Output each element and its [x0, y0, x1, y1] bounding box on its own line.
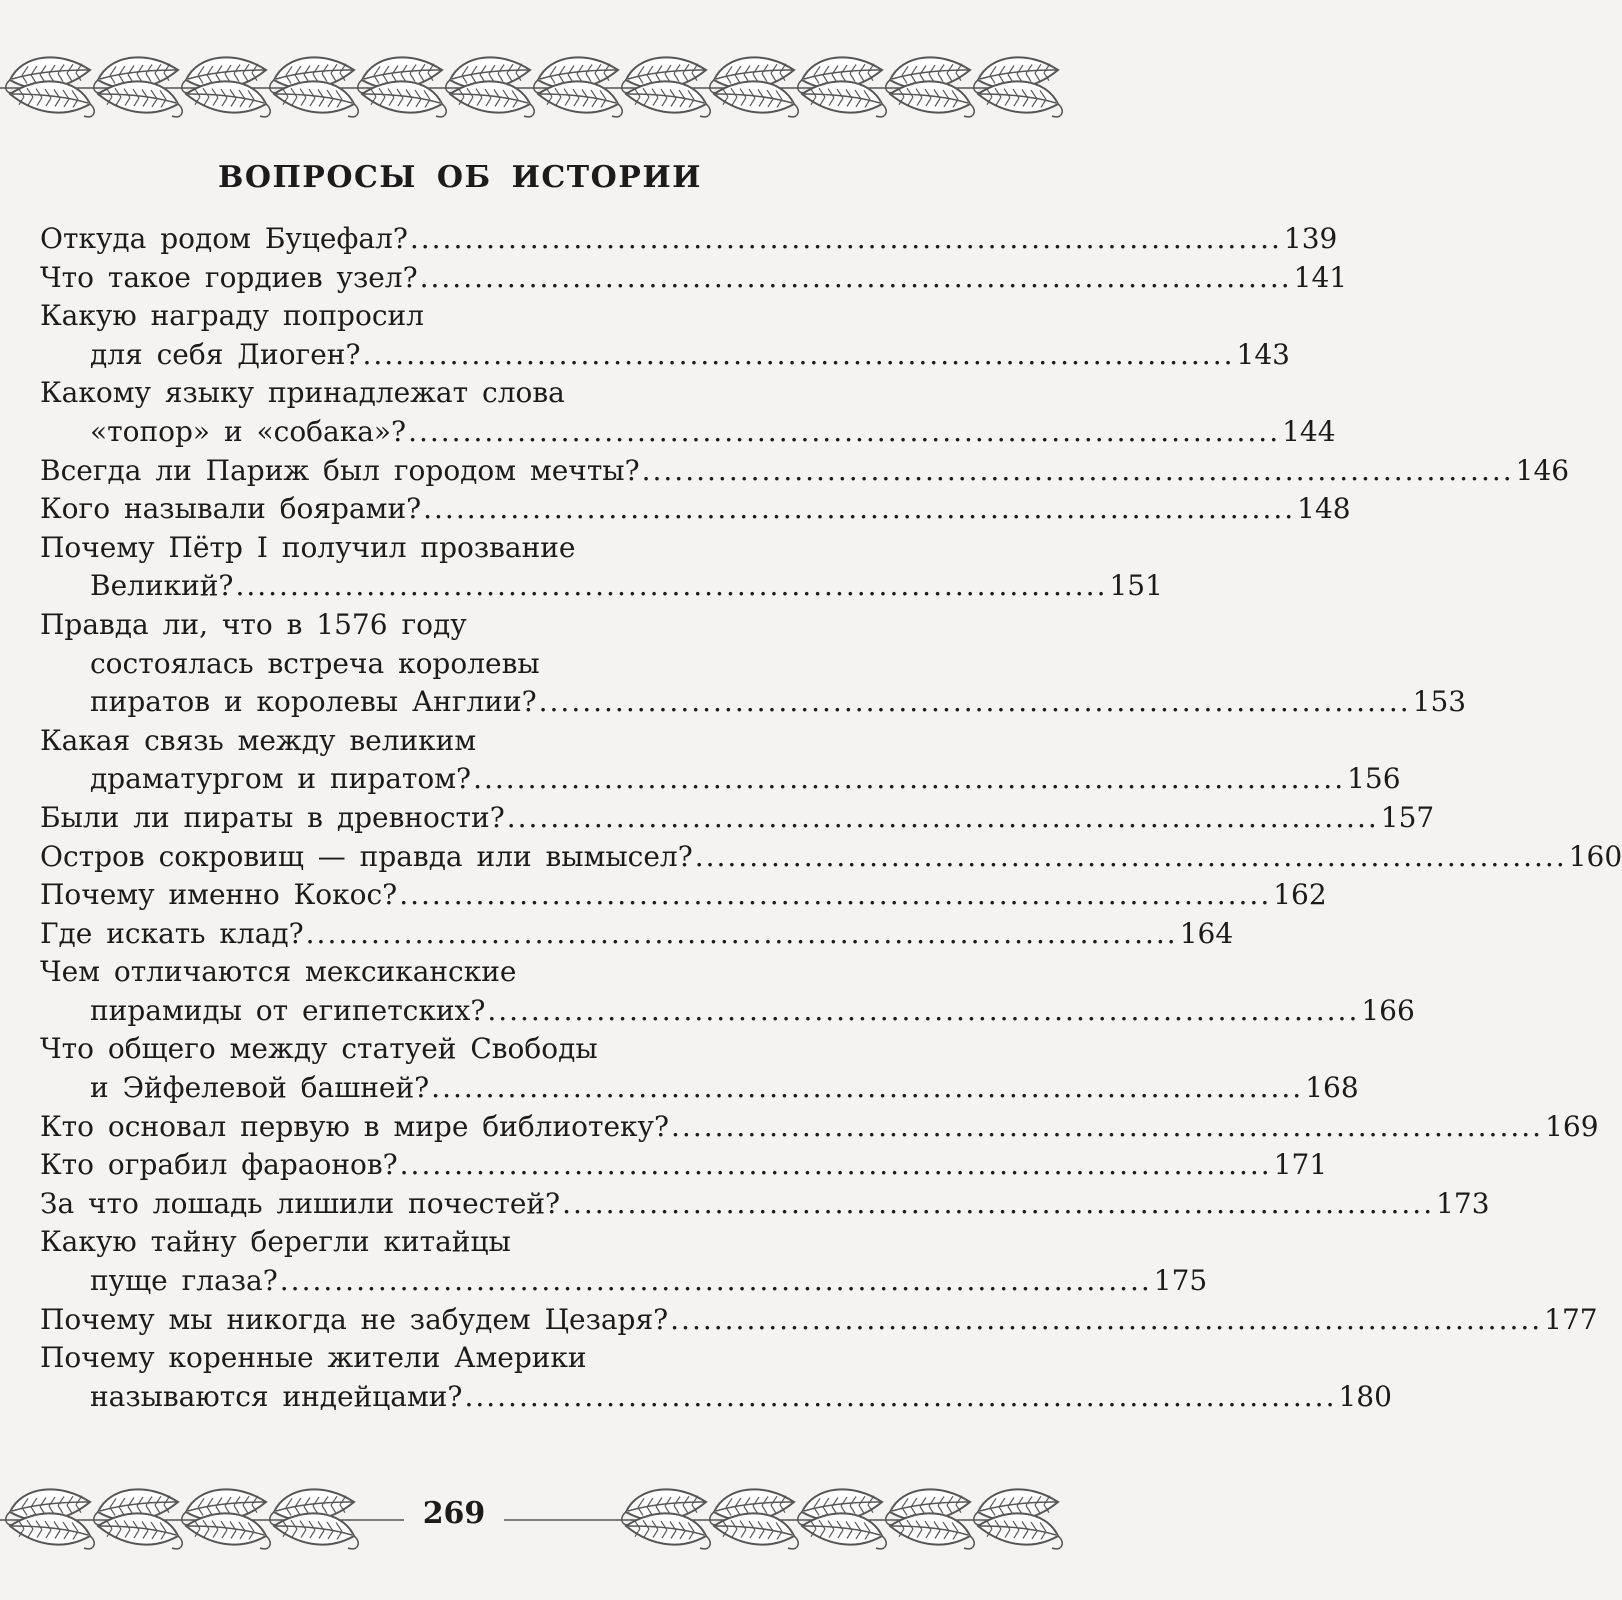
leaf-ornament-icon	[802, 1513, 886, 1549]
toc-page-number: 148	[1297, 492, 1351, 526]
leaf-ornament-icon	[714, 81, 798, 117]
dot-leader: ................................................................................	[399, 1148, 1272, 1182]
toc-entry-final-line	[40, 220, 1338, 259]
toc-entry	[40, 606, 1467, 722]
toc-entry-line	[40, 645, 880, 684]
toc-entry-line	[40, 606, 880, 645]
toc-page-number: 162	[1273, 878, 1327, 912]
toc-entry-title: Где искать клад?	[40, 916, 304, 950]
toc-entry-final-line	[40, 567, 1163, 606]
toc-entry-title: Кто основал первую в мире библиотеку?	[40, 1109, 670, 1143]
toc-entry-title: «топор» и «собака»?	[90, 414, 407, 448]
toc-entry	[40, 1223, 1208, 1300]
dot-leader: ................................................................................	[423, 492, 1296, 526]
dot-leader: ................................................................................	[538, 685, 1411, 719]
toc-entry-title: Какую награду попросил	[40, 299, 424, 333]
toc-entry-final-line	[40, 413, 1336, 452]
toc-entry	[40, 1146, 1328, 1185]
dot-leader: ................................................................................	[419, 260, 1292, 294]
leaf-ornament-icon	[626, 81, 710, 117]
toc-entry-final-line	[40, 259, 1348, 298]
leaf-ornament-icon	[538, 81, 622, 117]
toc-entry-title: и Эйфелевой башней?	[90, 1071, 430, 1105]
leaf-ornament-icon	[890, 81, 974, 117]
leaf-ornament-icon	[978, 81, 1062, 117]
toc-page-number: 180	[1338, 1379, 1392, 1413]
toc-entry-title: Были ли пираты в древности?	[40, 800, 505, 834]
dot-leader: ................................................................................	[670, 1302, 1543, 1336]
toc-entry-title: Остров сокровищ — правда или вымысел?	[40, 839, 693, 873]
toc-entry-title: пиратов и королевы Англии?	[90, 685, 537, 719]
toc-entry-final-line	[40, 876, 1327, 915]
toc-entry	[40, 838, 1622, 877]
toc-entry-line	[40, 374, 880, 413]
dot-leader: ................................................................................	[506, 800, 1379, 834]
toc-entry-line	[40, 1339, 880, 1378]
toc-entry-title: Что такое гордиев узел?	[40, 260, 418, 294]
toc-entry-final-line	[40, 799, 1435, 838]
toc-entry	[40, 1108, 1599, 1147]
toc-entry	[40, 297, 1290, 374]
leaf-ornament-icon	[802, 81, 886, 117]
dot-leader: ................................................................................	[671, 1109, 1544, 1143]
toc-entry	[40, 452, 1570, 491]
toc-entry-title: пуще глаза?	[90, 1264, 278, 1298]
toc-entry-title: Кто ограбил фараонов?	[40, 1148, 398, 1182]
toc-entry-final-line	[40, 1069, 1359, 1108]
toc-page-number: 157	[1380, 800, 1435, 834]
toc-entry-line	[40, 529, 880, 568]
toc-entry-title: Почему коренные жители Америки	[40, 1341, 587, 1375]
toc-entry-title: называются индейцами?	[90, 1379, 463, 1413]
toc-entry-title: для себя Диоген?	[90, 337, 361, 371]
toc-entry	[40, 1301, 1598, 1340]
toc-entry-final-line	[40, 1378, 1392, 1417]
toc-entry-title: Почему именно Кокос?	[40, 878, 398, 912]
toc-entry-line	[40, 1223, 880, 1262]
toc-entry	[40, 915, 1234, 954]
toc-entry-title: Почему мы никогда не забудем Цезаря?	[40, 1302, 669, 1336]
toc-entry	[40, 1185, 1490, 1224]
leaf-ornament-icon	[98, 1513, 182, 1549]
toc-page-number: 160	[1568, 839, 1622, 873]
leaf-ornament-icon	[274, 81, 358, 117]
dot-leader: ................................................................................	[487, 993, 1360, 1027]
toc-page-number: 156	[1347, 762, 1401, 796]
toc-entry-line	[40, 953, 880, 992]
toc-page-number: 171	[1273, 1148, 1328, 1182]
dot-leader: ................................................................................	[694, 839, 1567, 873]
toc-page-number: 164	[1179, 916, 1234, 950]
leaf-ornament-icon	[626, 1513, 710, 1549]
dot-leader: ................................................................................	[431, 1071, 1304, 1105]
toc-entry-title: состоялась встреча королевы	[90, 646, 540, 680]
leaf-ornament-icon	[890, 1513, 974, 1549]
toc-entry-title: За что лошадь лишили почестей?	[40, 1186, 561, 1220]
toc-entry	[40, 220, 1338, 259]
dot-leader: ................................................................................	[409, 222, 1282, 255]
section-heading: ВОПРОСЫ ОБ ИСТОРИИ	[217, 160, 703, 195]
dot-leader: ................................................................................	[562, 1186, 1435, 1220]
toc-page-number: 153	[1412, 685, 1467, 719]
toc-entry-final-line	[40, 336, 1290, 375]
toc-entry-line	[40, 1030, 880, 1069]
leaf-ornament-icon	[10, 81, 94, 117]
toc-entry-title: Какая связь между великим	[40, 723, 477, 757]
toc-entry-final-line	[40, 760, 1401, 799]
toc-entry-title: Почему Пётр I получил прозвание	[40, 530, 576, 564]
toc-page-number: 168	[1305, 1071, 1359, 1105]
toc-page-number: 144	[1282, 414, 1336, 448]
toc-entry	[40, 529, 1163, 606]
dot-leader: ................................................................................	[641, 453, 1514, 487]
toc-entry-title: Какому языку принадлежат слова	[40, 376, 565, 410]
leaf-ornament-icon	[186, 81, 270, 117]
toc-entry-final-line	[40, 1301, 1598, 1340]
toc-page-number: 151	[1109, 569, 1163, 603]
toc-entry-final-line	[40, 1108, 1599, 1147]
toc-entry-final-line	[40, 992, 1415, 1031]
table-of-contents	[40, 150, 1622, 1416]
leaf-ornament-icon	[10, 1513, 94, 1549]
dot-leader: ................................................................................	[399, 878, 1272, 912]
toc-entry-final-line	[40, 1185, 1490, 1224]
toc-entry	[40, 259, 1348, 298]
toc-entry	[40, 876, 1327, 915]
top-ornament-border	[0, 52, 1008, 124]
bottom-ornament-border	[0, 1480, 1008, 1560]
toc-entry-final-line	[40, 683, 1467, 722]
dot-leader: ................................................................................	[235, 569, 1108, 603]
toc-entry-title: Великий?	[90, 569, 234, 603]
toc-page-number: 166	[1361, 993, 1415, 1027]
toc-entry	[40, 374, 1336, 451]
toc-entry-final-line	[40, 838, 1622, 877]
toc-page-number: 143	[1236, 337, 1290, 371]
toc-entry-final-line	[40, 452, 1570, 491]
toc-entry	[40, 953, 1415, 1030]
dot-leader: ................................................................................	[473, 762, 1346, 796]
toc-entry-title: Всегда ли Париж был городом мечты?	[40, 453, 640, 487]
page-number: 269	[404, 1494, 504, 1534]
toc-entry	[40, 722, 1401, 799]
toc-entry-title: Какую тайну берегли китайцы	[40, 1225, 511, 1259]
toc-entry-title: Правда ли, что в 1576 году	[40, 607, 467, 641]
toc-page-number: 139	[1283, 222, 1338, 255]
toc-page-number: 173	[1436, 1186, 1490, 1220]
toc-entry-title: пирамиды от египетских?	[90, 993, 486, 1027]
leaf-ornament-icon	[274, 1513, 358, 1549]
toc-entry-final-line	[40, 1146, 1328, 1185]
toc-page-number: 169	[1545, 1109, 1599, 1143]
toc-entry	[40, 1339, 1392, 1416]
toc-page-number: 175	[1153, 1264, 1208, 1298]
leaf-ornament-icon	[186, 1513, 270, 1549]
toc-entry	[40, 1030, 1359, 1107]
dot-leader: ................................................................................	[408, 414, 1281, 448]
toc-entry-final-line	[40, 1262, 1208, 1301]
leaf-ornament-icon	[450, 81, 534, 117]
toc-entry-title: Что общего между статуей Свободы	[40, 1032, 598, 1066]
toc-entry-title: Чем отличаются мексиканские	[40, 955, 517, 989]
toc-entry-final-line	[40, 490, 1351, 529]
toc-entry-line	[40, 722, 880, 761]
toc-entry-title: Откуда родом Буцефал?	[40, 222, 408, 255]
dot-leader: ................................................................................	[279, 1264, 1152, 1298]
toc-page-number: 177	[1544, 1302, 1598, 1336]
dot-leader: ................................................................................	[305, 916, 1178, 950]
toc-entry	[40, 490, 1351, 529]
toc-entry-title: драматургом и пиратом?	[90, 762, 472, 796]
toc-entries	[40, 220, 1622, 1416]
toc-entry-title: Кого называли боярами?	[40, 492, 422, 526]
toc-page-number: 146	[1515, 453, 1570, 487]
leaf-ornament-icon	[362, 81, 446, 117]
toc-entry-final-line	[40, 915, 1234, 954]
leaf-ornament-icon	[98, 81, 182, 117]
toc-entry	[40, 799, 1435, 838]
toc-page-number: 141	[1293, 260, 1348, 294]
leaf-ornament-icon	[978, 1513, 1062, 1549]
dot-leader: ................................................................................	[464, 1379, 1337, 1413]
leaf-ornament-icon	[714, 1513, 798, 1549]
toc-entry-line	[40, 297, 880, 336]
dot-leader: ................................................................................	[362, 337, 1235, 371]
